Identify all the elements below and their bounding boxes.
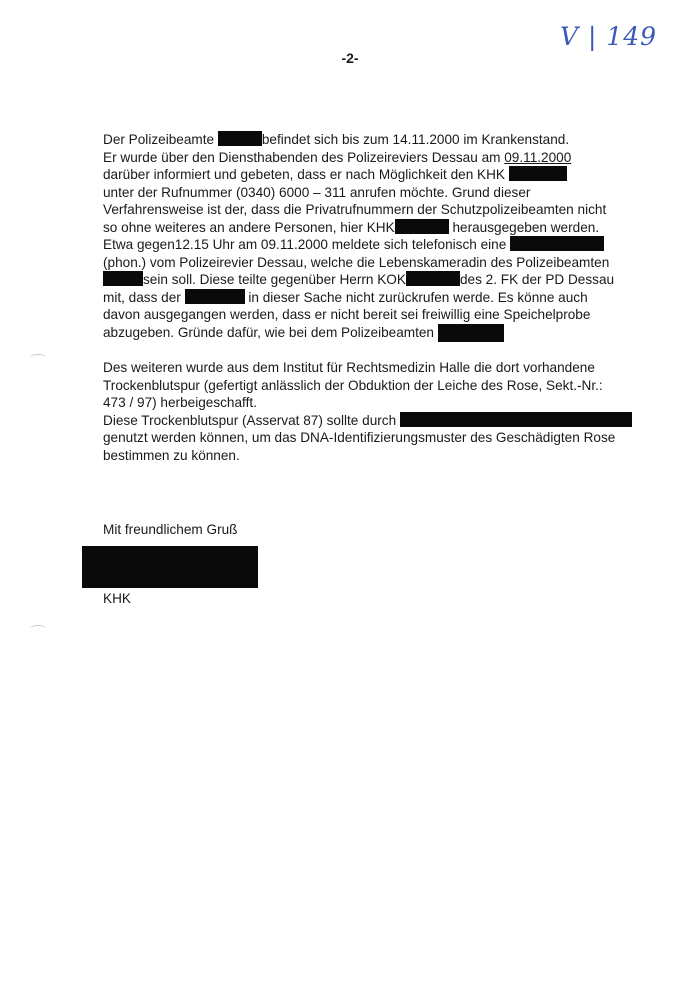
p1-date-underlined: 09.11.2000 [504,149,572,165]
redaction-box [103,271,143,286]
p1-text: mit, dass der [103,289,185,305]
paragraph-1 [103,131,663,341]
p1-text: befindet sich bis zum 14.11.2000 im Krankenstand. [261,132,570,147]
paragraph-2 [103,359,663,464]
handwritten-page-note: V | 149 [560,22,658,51]
p2-text: bestimmen zu können. [103,447,240,463]
signature-title: KHK [103,591,131,606]
p1-text: unter der Rufnummer (0340) 6000 – 311 anrufen möchte. Grund dieser [103,184,531,200]
p1-text: sein soll. Diese teilte gegenüber Herrn KOK [143,272,406,287]
page-number: -2- [341,50,359,66]
redaction-box [400,412,632,427]
redaction-box [406,271,460,286]
p2-text: 473 / 97) herbeigeschafft. [103,395,257,410]
redaction-box [185,289,245,304]
closing-salutation: Mit freundlichem Gruß [103,522,238,537]
p1-text: des 2. FK der PD Dessau [459,272,615,287]
redaction-box [510,236,604,251]
p1-text: herausgegeben werden. [448,219,600,235]
redacted-signature [82,546,258,588]
p1-text: darüber informiert und gebeten, dass er nach Möglichkeit den KHK [103,167,509,182]
p1-text: davon ausgegangen werden, dass er nicht bereit sei freiwillig eine Speichelprobe [103,307,591,322]
p2-text: Diese Trockenblutspur (Asservat 87) sollte durch [103,412,400,428]
p1-text: in dieser Sache nicht zurückrufen werde. Es könne auch [244,289,588,305]
p1-text: Verfahrensweise ist der, dass die Privatrufnummern der Schutzpolizeibeamten nicht [103,202,607,217]
p1-text: (phon.) vom Polizeirevier Dessau, welche die Lebenskameradin des Polizeibeamten [103,254,610,270]
redaction-box [509,166,567,181]
p1-text: Der Polizeibeamte [103,132,218,147]
p2-text: Trockenblutspur (gefertigt anlässlich der Obduktion der Leiche des Rose, Sekt.-Nr.: [103,377,603,393]
redaction-box [395,219,449,234]
p2-text: Des weiteren wurde aus dem Institut für Rechtsmedizin Halle die dort vorhandene [103,360,595,375]
p1-text: so ohne weiteres an andere Personen, hier KHK [103,219,395,235]
punch-hole-mark [30,625,46,632]
redaction-box [218,131,262,146]
punch-hole-mark [30,354,46,361]
p1-text: Etwa gegen12.15 Uhr am 09.11.2000 meldete sich telefonisch eine [103,237,511,252]
p1-text: Er wurde über den Diensthabenden des Polizeireviers Dessau am [103,149,505,165]
p1-text: abzugeben. Gründe dafür, wie bei dem Polizeibeamten [103,324,438,340]
redaction-box [438,324,504,342]
p2-text: genutzt werden können, um das DNA-Identifizierungsmuster des Geschädigten Rose [103,430,616,445]
